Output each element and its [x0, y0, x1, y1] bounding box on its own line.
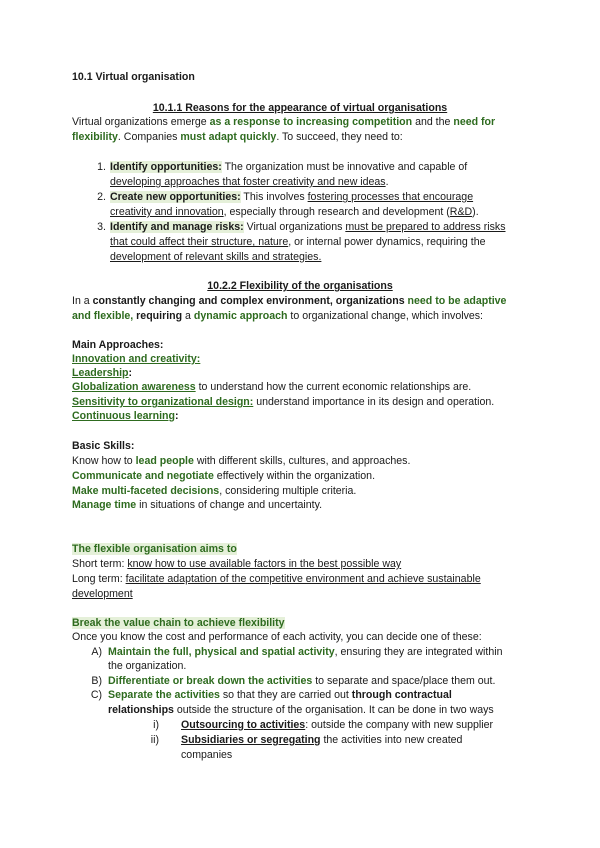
highlight-text: Maintain the full, physical and spatial activity [108, 646, 335, 658]
list-item-3-line-2 [110, 235, 486, 250]
bold-text: Outsourcing to activities [181, 719, 306, 731]
text: effectively within the organization. [213, 470, 376, 482]
text: , or internal power dynamics, requiring the [288, 236, 486, 248]
bold-text: requiring [133, 310, 183, 322]
text: to separate and space/place them out. [312, 675, 496, 687]
text: This involves [240, 191, 308, 203]
list-item-2-line-2 [110, 205, 479, 220]
text: , ensuring they are integrated within [334, 646, 503, 658]
highlight-text: Manage time [72, 499, 137, 511]
aims-long-term [72, 572, 481, 587]
text: : outside the company with new supplier [305, 719, 494, 731]
label: Short term: [72, 558, 128, 570]
underlined-text: R&D [449, 206, 473, 218]
approach-innovation [72, 352, 200, 367]
text: : [128, 367, 133, 379]
highlight-text: dynamic approach [193, 310, 288, 322]
text: . To succeed, they need to: [276, 131, 403, 143]
reasons-paragraph-line-2 [72, 130, 403, 145]
bold-text: through contractual [351, 689, 452, 701]
text: the activities into new created [320, 734, 463, 746]
value-chain-heading [72, 616, 285, 631]
bold-text: Subsidiaries or segregating [181, 734, 321, 746]
flexibility-paragraph-line-1 [72, 294, 506, 309]
list-item-3-line-1 [110, 220, 506, 235]
list-item-1-line-1 [110, 160, 467, 175]
underlined-text: development [72, 588, 133, 600]
text: Virtual organizations [243, 221, 346, 233]
text: : [175, 410, 179, 422]
highlight-text: Innovation and creativity: [72, 353, 201, 365]
text: outside the structure of the organisation. It can be done in two ways [173, 704, 494, 716]
list-number: 2. [97, 191, 106, 203]
approach-continuous-learning [72, 409, 179, 424]
skill-decisions [72, 484, 356, 499]
aims-heading [72, 542, 237, 557]
flexibility-paragraph-line-2 [72, 309, 483, 324]
highlight-text: Leadership [72, 367, 129, 379]
approach-sensitivity [72, 395, 494, 410]
option-c-line-2 [108, 703, 494, 718]
highlight-text: Break the value chain to achieve flexibility [72, 617, 285, 629]
option-a-line-1 [108, 645, 503, 660]
option-c-i [181, 718, 493, 733]
text: to understand how the current economic relationships are. [195, 381, 472, 393]
text: The organization must be innovative and capable of [221, 161, 468, 173]
list-roman: ii) [150, 734, 159, 746]
option-c-ii-line-1 [181, 733, 462, 748]
option-c-line-1 [108, 688, 452, 703]
underlined-text: must be prepared to address risks [345, 221, 506, 233]
highlight-text: and flexible, [72, 310, 134, 322]
label: Long term: [72, 573, 126, 585]
aims-short-term [72, 557, 401, 572]
underlined-text: creativity and innovation [110, 206, 224, 218]
list-item-3-line-3 [110, 250, 321, 265]
text: , considering multiple criteria. [219, 485, 357, 497]
highlight-text: as a response to increasing competition [209, 116, 413, 128]
section-heading-flexibility: 10.2.2 Flexibility of the organisations [207, 280, 393, 292]
highlight-text: Continuous learning [72, 410, 175, 422]
option-b [108, 674, 495, 689]
underlined-text: fostering processes that encourage [307, 191, 474, 203]
highlight-text: Globalization awareness [72, 381, 196, 393]
text: with different skills, cultures, and approaches. [193, 455, 411, 467]
list-letter: A) [91, 646, 102, 658]
list-letter: C) [90, 689, 102, 701]
text: . [385, 176, 389, 188]
text: . Companies [117, 131, 181, 143]
text: Virtual organizations emerge [72, 116, 210, 128]
approach-globalization [72, 380, 471, 395]
option-a-line-2: the organization. [108, 660, 187, 672]
page-title: 10.1 Virtual organisation [72, 71, 195, 83]
highlight-text: Sensitivity to organizational design: [72, 396, 254, 408]
section-heading-reasons: 10.1.1 Reasons for the appearance of virtual organisations [152, 102, 448, 114]
bold-text: constantly changing and complex environment, organizations [92, 295, 405, 307]
text: a [182, 310, 194, 322]
underlined-text: development of relevant skills and strategies. [110, 251, 322, 263]
highlight-text: need for [453, 116, 496, 128]
skill-communicate [72, 469, 375, 484]
highlight-text: Make multi-faceted decisions [72, 485, 220, 497]
option-c-ii-line-2: companies [181, 749, 233, 761]
highlight-text: Separate the activities [108, 689, 220, 701]
text: to organizational change, which involves: [287, 310, 483, 322]
list-item-2-line-1 [110, 190, 473, 205]
underlined-text: developing approaches that foster creativity and new ideas [110, 176, 386, 188]
skill-manage-time [72, 498, 322, 513]
list-number: 3. [97, 221, 106, 233]
list-letter: B) [91, 675, 102, 687]
basic-skills-heading: Basic Skills: [72, 440, 135, 452]
bold-text: Identify opportunities: [110, 161, 222, 173]
highlight-text: need to be adaptive [404, 295, 507, 307]
reasons-paragraph-line-1 [72, 115, 495, 130]
aims-long-term-line-2 [72, 587, 133, 602]
approach-leadership [72, 366, 132, 381]
highlight-text: Communicate and negotiate [72, 470, 214, 482]
bold-text: relationships [108, 704, 174, 716]
text: Know how to [72, 455, 136, 467]
text: so that they are carried out [219, 689, 352, 701]
underlined-text: facilitate adaptation of the competitive environment and achieve sustainable [125, 573, 481, 585]
highlight-text: The flexible organisation aims to [72, 543, 237, 555]
text: in situations of change and uncertainty. [136, 499, 323, 511]
highlight-text: flexibility [72, 131, 118, 143]
highlight-text: lead people [135, 455, 194, 467]
text: ). [472, 206, 479, 218]
text: and the [412, 116, 454, 128]
skill-lead-people [72, 454, 410, 469]
text: In a [72, 295, 93, 307]
underlined-text: that could affect their structure, nature [110, 236, 289, 248]
bold-text: Identify and manage risks: [110, 221, 244, 233]
text: , especially through research and development ( [223, 206, 450, 218]
list-roman: i) [153, 719, 159, 731]
underlined-text: know how to use available factors in the best possible way [127, 558, 402, 570]
text: understand importance in its design and operation. [253, 396, 495, 408]
highlight-text: Differentiate or break down the activities [108, 675, 313, 687]
bold-text: Create new opportunities: [110, 191, 241, 203]
value-chain-intro: Once you know the cost and performance of each activity, you can decide one of these: [72, 631, 482, 643]
list-number: 1. [97, 161, 106, 173]
main-approaches-heading: Main Approaches: [72, 339, 164, 351]
highlight-text: must adapt quickly [180, 131, 277, 143]
list-item-1-line-2 [110, 175, 389, 190]
